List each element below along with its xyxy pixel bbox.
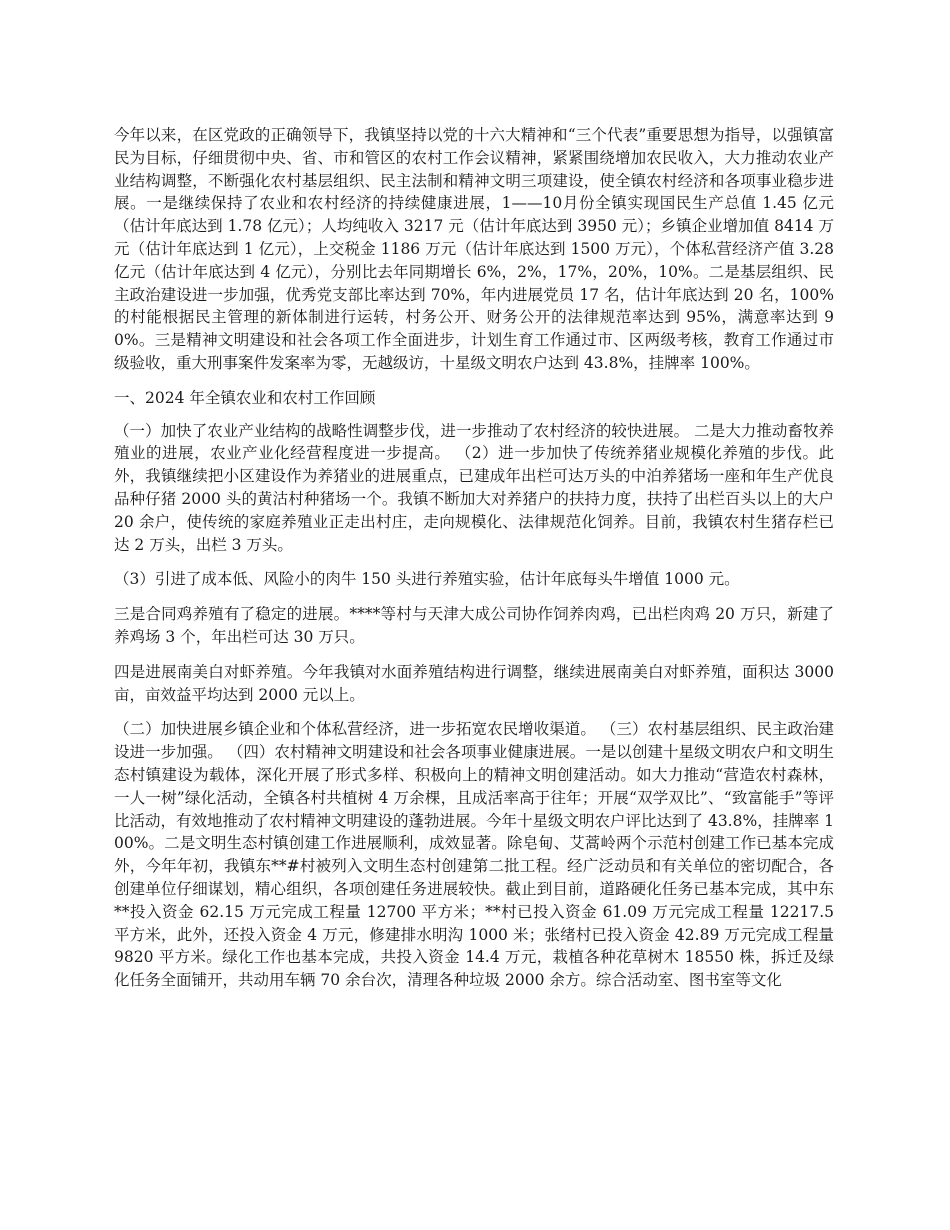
paragraph-agriculture-structure: （一）加快了农业产业结构的战略性调整步伐，进一步推动了农村经济的较快进展。 二是大力推动畜牧养殖业的进展，农业产业化经营程度进一步提高。 （2）进一步加快了传统养猪业规模化养殖的步伐。此外，我镇继续把小区建设作为养猪业的进展重点，已建成年出栏可达万头的中泊养猪场一座和年生产优良品种仔猪 2000 头的黄沽村种猪场一个。我镇不断加大对养猪户的扶持力度，扶持了出栏百头以上的大户 20 余户，使传统的家庭养殖业正走出村庄，走向规模化、法律规范化饲养。目前，我镇农村生猪存栏已达 2 万头，出栏 3 万头。 <box>114 421 834 554</box>
intro-paragraph: 今年以来，在区党政的正确领导下，我镇坚持以党的十六大精神和“三个代表”重要思想为指导，以强镇富民为目标，仔细贯彻中央、省、市和管区的农村工作会议精神，紧紧围绕增加农民收入，大力推动农业产业结构调整，不断强化农村基层组织、民主法制和精神文明三项建设，使全镇农村经济和各项事业稳步进展。一是继续保持了农业和农村经济的持续健康进展，1——10月份全镇实现国民生产总值 1.45 亿元（估计年底达到 1.78 亿元）；人均纯收入 3217 元（估计年底达到 3950 元）；乡镇企业增加值 8414 万元（估计年底达到 1 亿元），上交税金 1186 万元（估计年底达到 1500 万元），个体私营经济产值 3.28 亿元（估计年底达到 4 亿元），分别比去年同期增长 6%，2%，17%，20%，10%。二是基层组织、民主政治建设进一步加强，优秀党支部比率达到 70%，年内进展党员 17 名，估计年底达到 20 名，100%的村能根据民主管理的新体制进行运转，村务公开、财务公开的法律规范率达到 95%，满意率达到 90%。三是精神文明建设和社会各项工作全面进步，计划生育工作通过市、区两级考核，教育工作通过市级验收，重大刑事案件发案率为零，无越级访，十星级文明农户达到 43.8%，挂牌率 100%。 <box>114 126 834 372</box>
paragraph-chicken: 三是合同鸡养殖有了稳定的进展。****等村与天津大成公司协作饲养肉鸡，已出栏肉鸡 20 万只，新建了养鸡场 3 个，年出栏可达 30 万只。 <box>114 605 834 646</box>
document-body <box>114 124 834 1004</box>
paragraph-shrimp: 四是进展南美白对虾养殖。今年我镇对水面养殖结构进行调整，继续进展南美白对虾养殖，面积达 3000 亩，亩效益平均达到 2000 元以上。 <box>114 662 834 704</box>
paragraph-enterprise-civilization: （二）加快进展乡镇企业和个体私营经济，进一步拓宽农民增收渠道。 （三）农村基层组织、民主政治建设进一步加强。 （四）农村精神文明建设和社会各项事业健康进展。一是以创建十星级文明农户和文明生态村镇建设为载体，深化开展了形式多样、积极向上的精神文明创建活动。如大力推动“营造农村森林，一人一树”绿化活动，全镇各村共植树 4 万余棵，且成活率高于往年；开展“双学双比”、“致富能手”等评比活动，有效地推动了农村精神文明建设的蓬勃进展。今年十星级文明农户评比达到了 43.8%，挂牌率 100%。二是文明生态村镇创建工作进展顺利，成效显著。除皂甸、艾蒿岭两个示范村创建工作已基本完成外，今年年初，我镇东**#村被列入文明生态村创建第二批工程。经广泛动员和有关单位的密切配合，各创建单位仔细谋划，精心组织，各项创建任务进展较快。截止到目前，道路硬化任务已基本完成，其中东**投入资金 62.15 万元完成工程量 12700 平方米；**村已投入资金 61.09 万元完成工程量 12217.5 平方米，此外，还投入资金 4 万元，修建排水明沟 1000 米；张绪村已投入资金 42.89 万元完成工程量 9820 平方米。绿化工作也基本完成，共投入资金 14.4 万元，栽植各种花草树木 18550 株，拆迁及绿化任务全面铺开，共动用车辆 70 余台次，清理各种垃圾 2000 余方。综合活动室、图书室等文化 <box>114 720 834 990</box>
section-heading: 一、2024 年全镇农业和农村工作回顾 <box>114 388 376 407</box>
paragraph-beef-cattle: （3）引进了成本低、风险小的肉牛 150 头进行养殖实验，估计年底每头牛增值 1000 元。 <box>114 570 740 589</box>
